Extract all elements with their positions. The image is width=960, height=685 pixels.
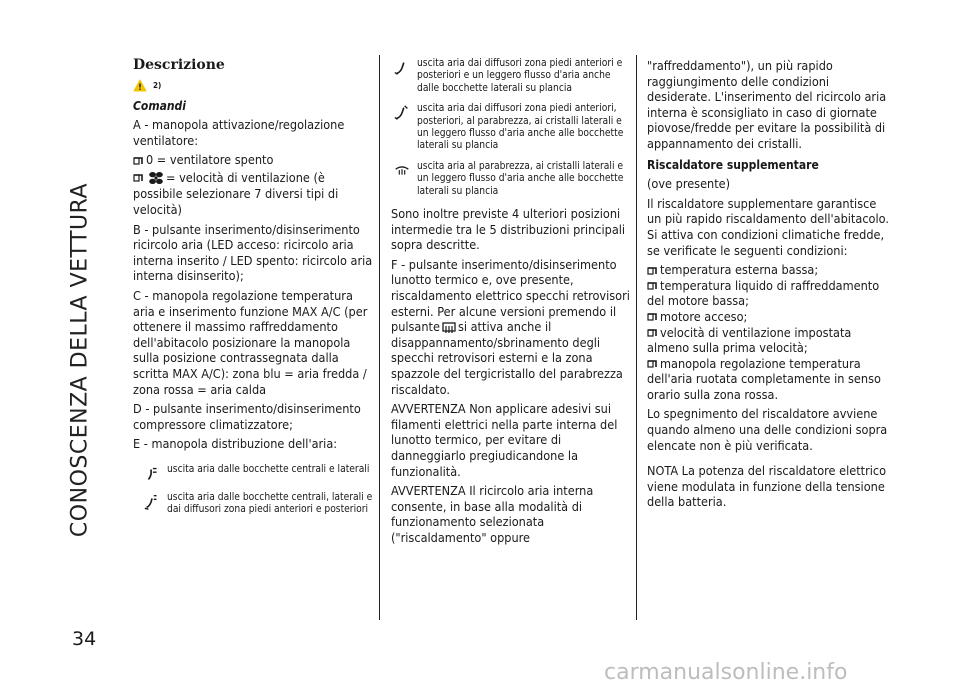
control-b-text: B - pulsante inserimento/disinserimento ricircolo aria (LED acceso: ricircolo aria interna inserito / LED spento: ricircolo aria interna disinserito); bbox=[133, 221, 373, 284]
air-distribution-text: uscita aria dalle bocchette centrali e laterali bbox=[167, 463, 370, 475]
warning-icon bbox=[133, 79, 147, 92]
square-bullet-icon bbox=[647, 329, 657, 337]
control-f-paragraph bbox=[391, 257, 635, 397]
subtext: (ove presente) bbox=[647, 176, 731, 192]
control-a-item bbox=[133, 170, 373, 218]
warning-reference bbox=[133, 77, 373, 95]
section-heading: Riscaldatore supplementare bbox=[647, 157, 819, 172]
column-1 bbox=[133, 58, 373, 525]
air-distribution-item bbox=[143, 492, 373, 517]
list-item-text: temperatura liquido di raffreddamento del motore bassa; bbox=[647, 277, 880, 309]
control-a-item-text: = velocità di ventilazione (è possibile selezionare 7 diversi tipi di velocità) bbox=[133, 169, 339, 218]
air-distribution-text: uscita aria dalle bocchette centrali, laterali e dai diffusori zona piedi anteriori e posteriori bbox=[167, 491, 373, 516]
paragraph: Sono inoltre previste 4 ulteriori posizioni intermedie tra le 5 distribuzioni principali sopra descritte. bbox=[391, 206, 626, 253]
list-item bbox=[647, 278, 891, 309]
paragraph: Lo spegnimento del riscaldatore avviene quando almeno una delle condizioni sopra elencate non è più verificata. bbox=[647, 406, 888, 453]
air-distribution-text: uscita aria dai diffusori zona piedi anteriori, posteriori, al parabrezza, ai cristalli laterali e un leggero flusso d'aria anche alle bocchette laterali su plancia bbox=[417, 103, 624, 152]
list-item-text: manopola regolazione temperatura dell'aria ruotata completamente in senso orario sulla zona rossa. bbox=[647, 355, 881, 402]
list-item-text: motore acceso; bbox=[660, 308, 748, 324]
air-distribution-text: uscita aria dai diffusori zona piedi anteriori e posteriori e un leggero flusso d'aria anche dalle bocchette laterali su plancia bbox=[417, 58, 623, 94]
square-bullet-icon bbox=[647, 360, 657, 368]
air-distribution-item bbox=[393, 103, 635, 153]
warning-paragraph: AVVERTENZA Non applicare adesivi sui filamenti elettrici nella parte interna del lunotto termico, per evitare di danneggiarlo pregiudicandone la funzionalità. bbox=[391, 401, 618, 479]
control-a-text: A - manopola attivazione/regolazione ventilatore: bbox=[133, 117, 345, 148]
air-feet-icon bbox=[393, 58, 411, 78]
square-bullet-icon bbox=[133, 157, 143, 165]
rear-defrost-icon bbox=[442, 322, 456, 334]
subheading-comandi: Comandi bbox=[133, 98, 186, 113]
control-c-text: C - manopola regolazione temperatura aria e inserimento funzione MAX A/C (per ottenere il massimo raffreddamento dell'abitacolo posizionare la manopola sulla posizione contrassegnata dalla scritta MAX A/C): zona blu = aria fredda / zona rossa = aria calda bbox=[133, 288, 368, 397]
note-paragraph: NOTA La potenza del riscaldatore elettrico viene modulata in funzione della tensione della batteria. bbox=[647, 463, 887, 510]
control-f-text: si attiva anche il disappannamento/sbrinamento degli specchi retrovisori esterni e la zona spazzole del tergicristallo del parabrezza riscaldato. bbox=[391, 319, 623, 397]
control-e-text: E - manopola distribuzione dell'aria: bbox=[133, 436, 338, 452]
list-item bbox=[647, 356, 891, 403]
square-bullet-icon bbox=[133, 174, 143, 182]
column-2 bbox=[391, 58, 635, 550]
watermark: carmanualsonline.info bbox=[604, 660, 848, 685]
list-item-text: temperatura esterna bassa; bbox=[660, 262, 819, 278]
control-d-text: D - pulsante inserimento/disinserimento compressore climatizzatore; bbox=[133, 401, 361, 432]
column-divider bbox=[379, 55, 380, 620]
air-distribution-item bbox=[393, 58, 635, 95]
list-item bbox=[647, 309, 891, 325]
list-item bbox=[647, 262, 891, 278]
warning-paragraph: AVVERTENZA Il ricircolo aria interna consente, in base alla modalità di funzionamento selezionata ("riscaldamento" oppure bbox=[391, 483, 594, 545]
control-a-item-text: 0 = ventilatore spento bbox=[146, 152, 274, 168]
warning-ref-number: 2) bbox=[153, 80, 162, 90]
control-f-text: F - pulsante inserimento/disinserimento lunotto termico e, ove presente, riscaldamento elettrico specchi retrovisori esterni. Per alcune versioni premendo il pulsante bbox=[391, 256, 630, 335]
paragraph: "raffreddamento"), un più rapido raggiungimento delle condizioni desiderate. L'inserimento del ricircolo aria interna è sconsigliato in caso di giornate piovose/fredde per evitare la possibilità di appannamento dei cristalli. bbox=[647, 58, 887, 151]
list-item-text: velocità di ventilazione impostata almeno sulla prima velocità; bbox=[647, 324, 852, 356]
windshield-defrost-icon bbox=[393, 161, 411, 181]
air-feet-windshield-icon bbox=[393, 103, 411, 123]
column-3 bbox=[647, 58, 891, 514]
section-side-title: CONOSCENZA DELLA VETTURA bbox=[67, 182, 93, 538]
control-a-item bbox=[133, 152, 373, 168]
fan-icon bbox=[148, 170, 164, 186]
paragraph: Il riscaldatore supplementare garantisce un più rapido riscaldamento dell'abitacolo. Si attiva con condizioni climatiche fredde, se verificate le seguenti condizioni: bbox=[647, 195, 889, 258]
square-bullet-icon bbox=[647, 282, 657, 290]
square-bullet-icon bbox=[647, 313, 657, 321]
list-item bbox=[647, 325, 891, 356]
square-bullet-icon bbox=[647, 267, 657, 275]
air-distribution-item bbox=[143, 464, 373, 484]
air-distribution-text: uscita aria al parabrezza, ai cristalli laterali e un leggero flusso d'aria anche alle bocchette laterali su plancia bbox=[417, 160, 624, 197]
air-face-feet-icon bbox=[143, 492, 161, 512]
air-distribution-item bbox=[393, 161, 635, 198]
column-divider bbox=[636, 55, 637, 620]
page-number: 34 bbox=[72, 628, 97, 650]
section-heading: Descrizione bbox=[133, 57, 225, 73]
air-face-icon bbox=[143, 464, 161, 484]
